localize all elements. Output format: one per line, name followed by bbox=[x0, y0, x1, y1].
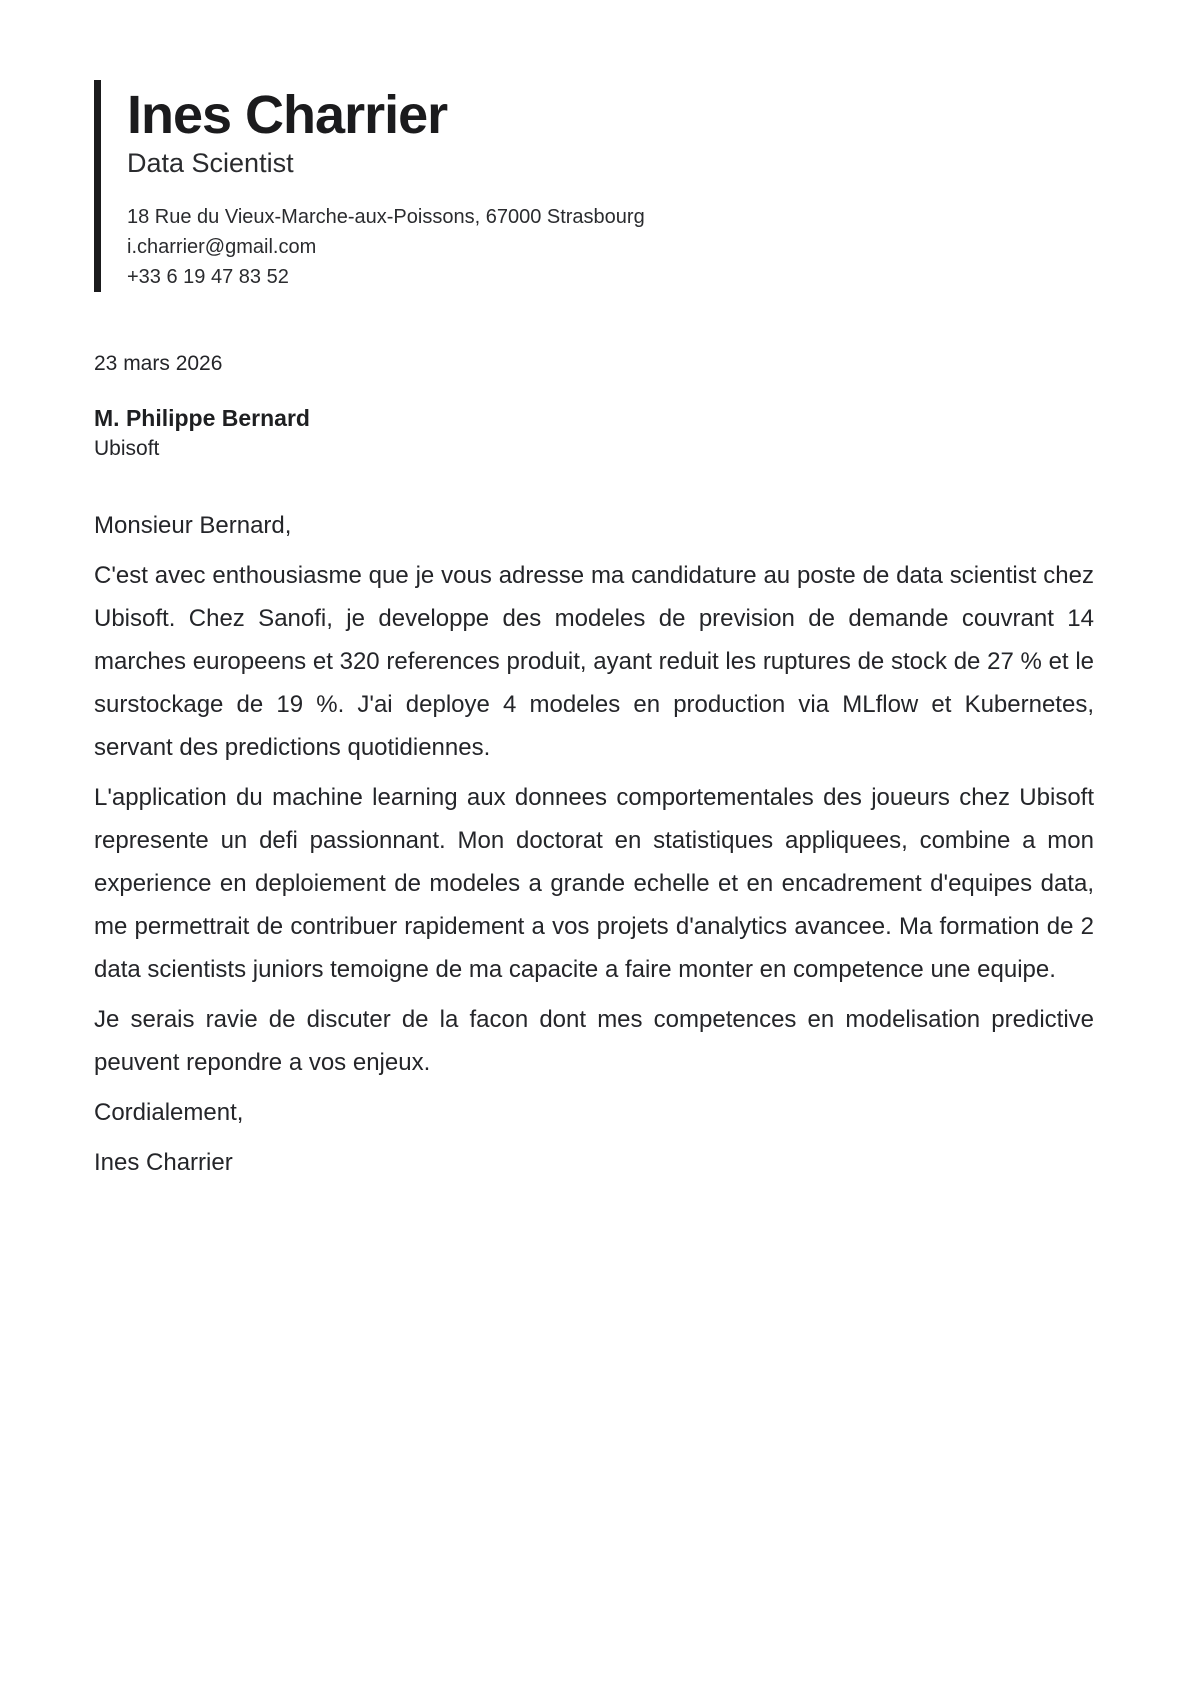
sender-contact-block bbox=[127, 202, 645, 292]
sender-name: Ines Charrier bbox=[127, 85, 448, 145]
header-accent-bar bbox=[94, 80, 101, 292]
sender-job-title: Data Scientist bbox=[127, 148, 294, 178]
salutation: Monsieur Bernard, bbox=[94, 512, 292, 539]
sender-phone: +33 6 19 47 83 52 bbox=[127, 266, 289, 288]
letter-body bbox=[94, 504, 1094, 1184]
letter-header bbox=[94, 80, 1094, 292]
body-paragraph-3: Je serais ravie de discuter de la facon dont mes competences en modelisation predictive peuvent repondre a vos enjeux. bbox=[94, 1006, 1094, 1076]
closing: Cordialement, bbox=[94, 1099, 244, 1126]
sender-email: i.charrier@gmail.com bbox=[127, 236, 317, 258]
letter-date: 23 mars 2026 bbox=[94, 352, 223, 375]
recipient-company: Ubisoft bbox=[94, 437, 160, 460]
sender-address: 18 Rue du Vieux-Marche-aux-Poissons, 67000 Strasbourg bbox=[127, 206, 645, 228]
sender-block bbox=[101, 80, 645, 292]
body-paragraph-1: C'est avec enthousiasme que je vous adresse ma candidature au poste de data scientist chez Ubisoft. Chez Sanofi, je developpe des modeles de prevision de demande couvrant 14 marches europeens et 320 references produit, ayant reduit les ruptures de stock de 27 % et le surstockage de 19 %. J'ai deploye 4 modeles en production via MLflow et Kubernetes, servant des predictions quotidiennes. bbox=[94, 562, 1094, 761]
body-paragraph-2: L'application du machine learning aux donnees comportementales des joueurs chez Ubisoft represente un defi passionnant. Mon doctorat en statistiques appliquees, combine a mon experience en deploiement de modeles a grande echelle et en encadrement d'equipes data, me permettrait de contribuer rapidement a vos projets d'analytics avancee. Ma formation de 2 data scientists juniors temoigne de ma capacite a faire monter en competence une equipe. bbox=[94, 784, 1094, 983]
signature-name: Ines Charrier bbox=[94, 1149, 233, 1176]
recipient-block bbox=[94, 402, 1094, 464]
recipient-name: M. Philippe Bernard bbox=[94, 405, 310, 431]
